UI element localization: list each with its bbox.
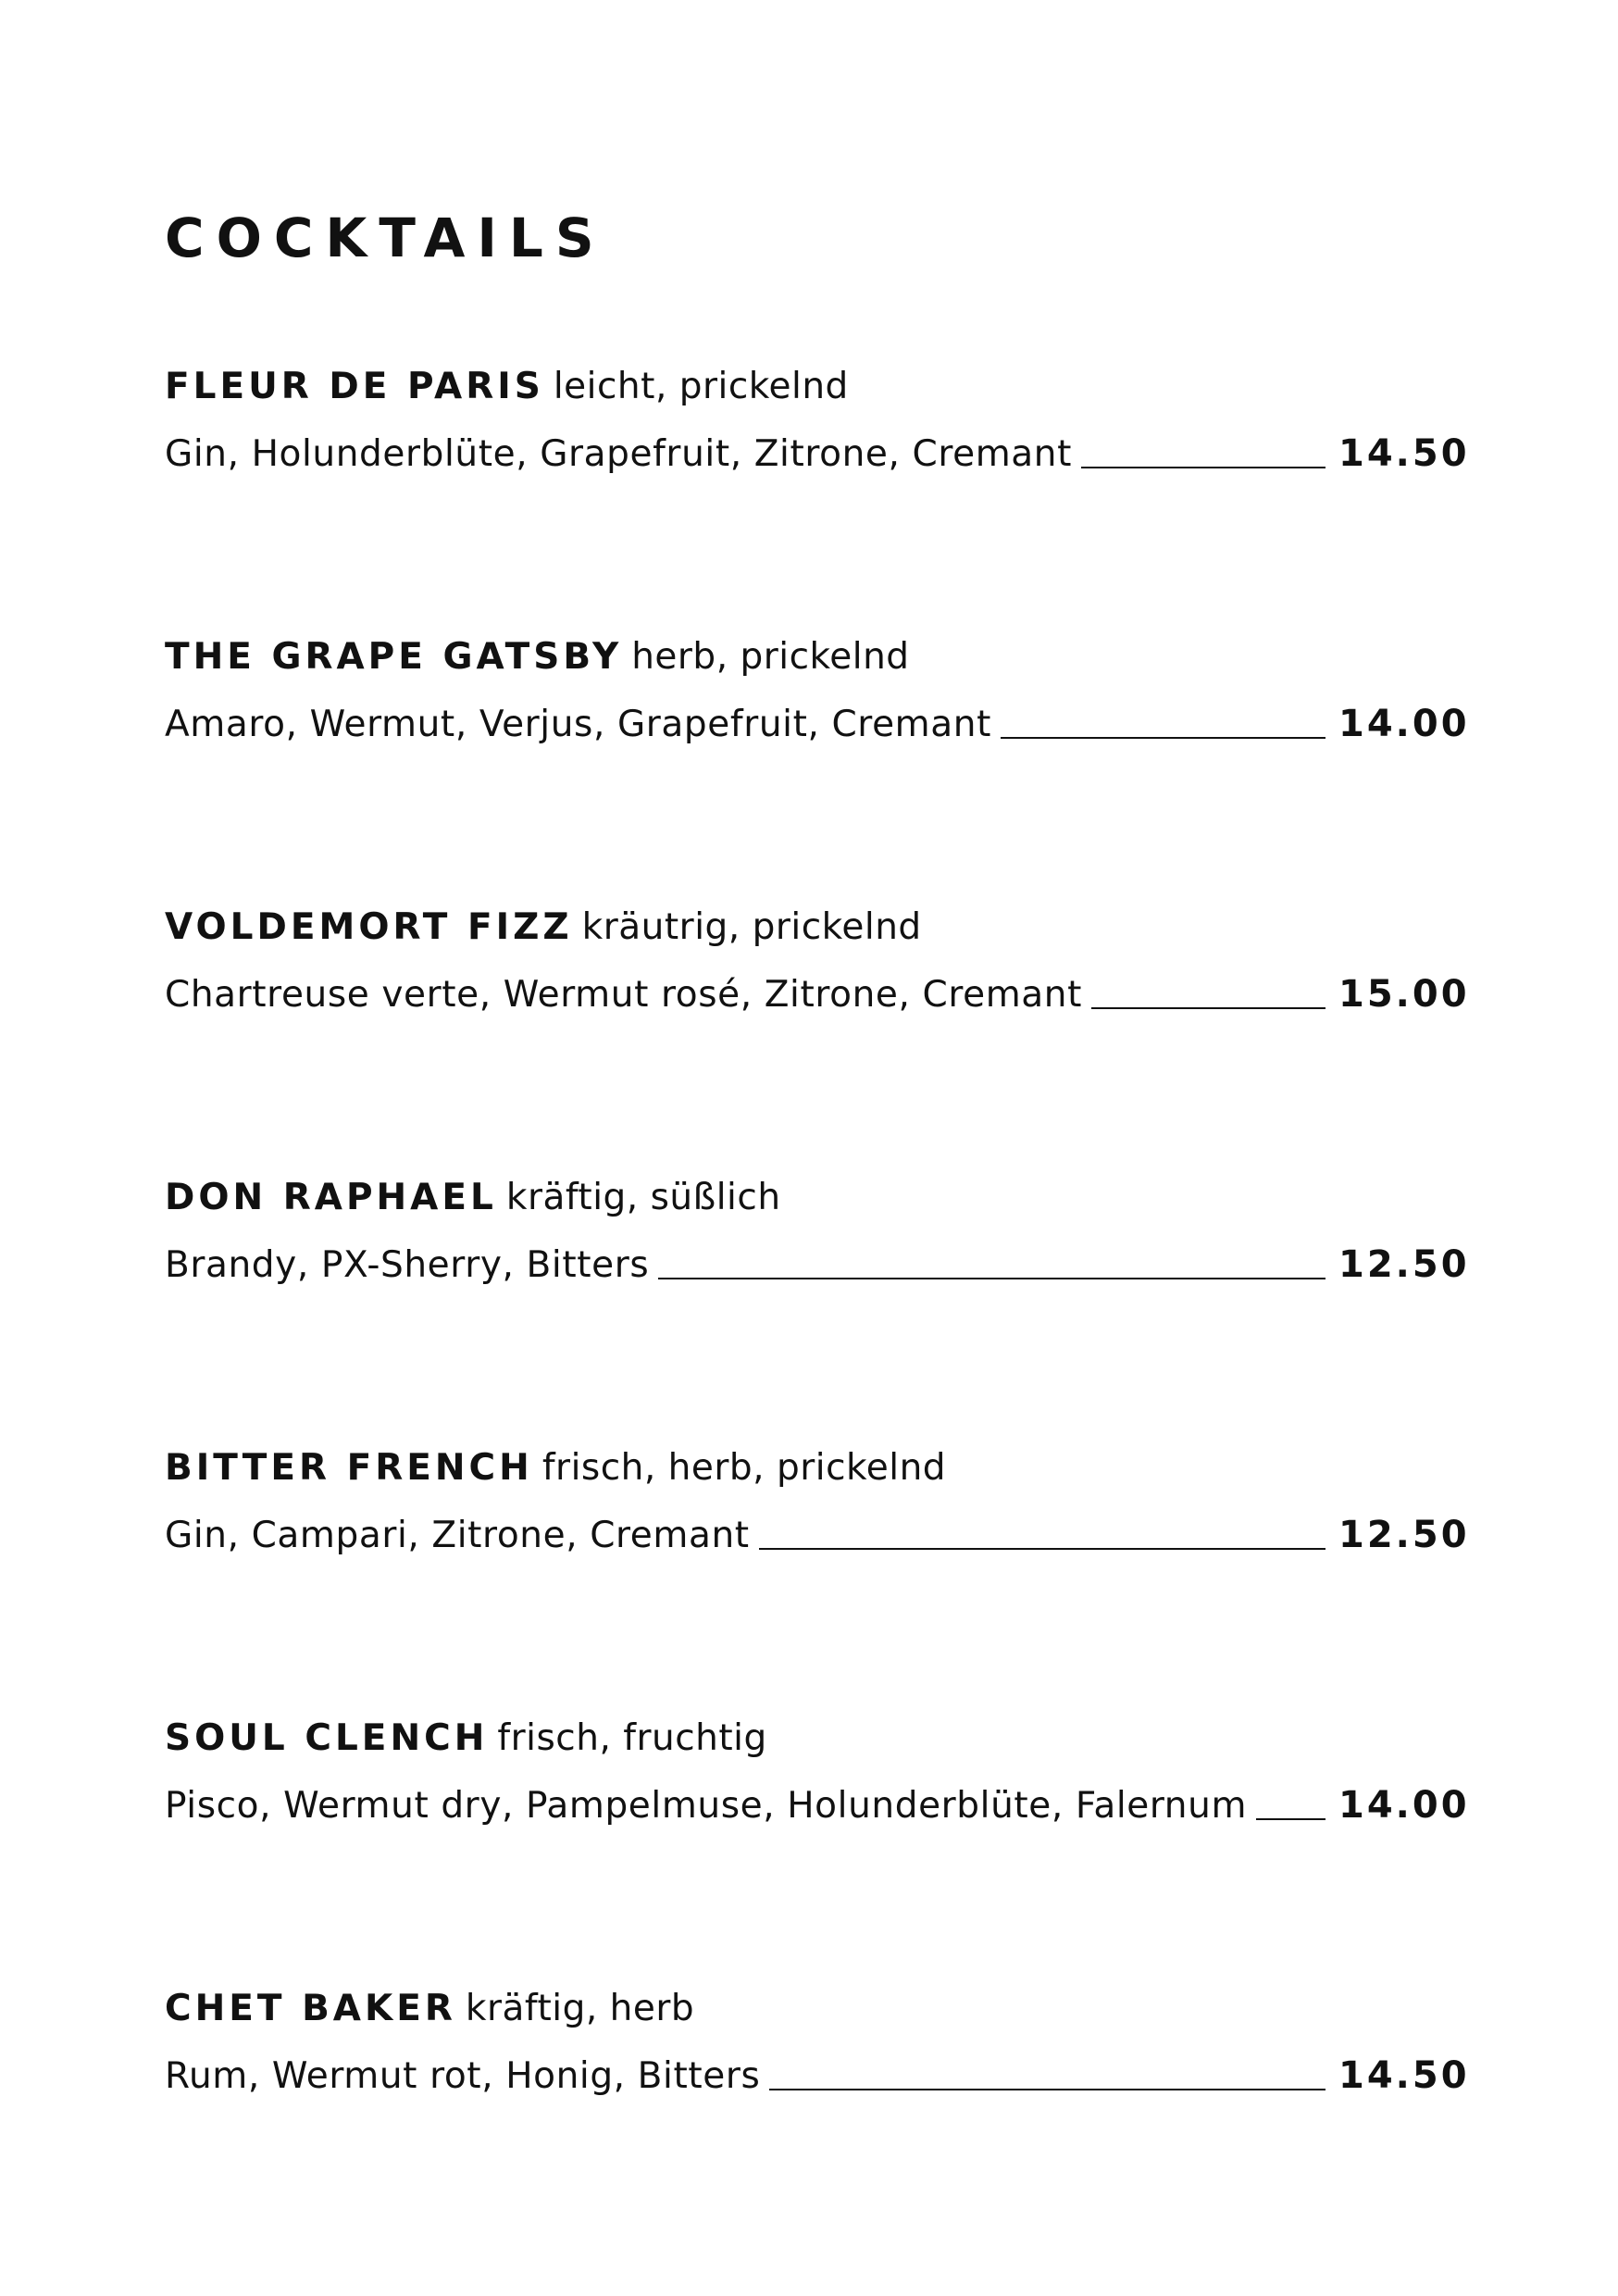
item-ingredients: Brandy, PX-Sherry, Bitters: [165, 1244, 650, 1286]
item-ingredients: Amaro, Wermut, Verjus, Grapefruit, Cremant: [165, 704, 991, 745]
leader-line: [769, 2089, 1326, 2090]
item-price: 14.50: [1338, 2054, 1470, 2097]
leader-line: [1001, 737, 1326, 739]
item-ingredients: Chartreuse verte, Wermut rosé, Zitrone, Cremant: [165, 974, 1083, 1016]
item-name: BITTER FRENCH: [165, 1447, 533, 1489]
item-heading: [165, 1990, 694, 2027]
item-description: frisch, fruchtig: [497, 1717, 767, 1759]
item-ingredients: Pisco, Wermut dry, Pampelmuse, Holunderblüte, Falernum: [165, 1785, 1248, 1827]
leader-line: [759, 1548, 1326, 1550]
menu-item: [165, 1717, 1470, 1850]
item-name: SOUL CLENCH: [165, 1717, 489, 1759]
item-detail-row: [165, 1778, 1470, 1827]
item-name: FLEUR DE PARIS: [165, 366, 544, 407]
item-description: kräutrig, prickelnd: [581, 906, 922, 948]
item-name: CHET BAKER: [165, 1988, 456, 2029]
menu-item: [165, 1988, 1470, 2120]
item-detail-row: [165, 2048, 1470, 2097]
menu-item: [165, 1447, 1470, 1579]
item-detail-row: [165, 1237, 1470, 1286]
item-price: 14.00: [1338, 1784, 1470, 1827]
item-heading: [165, 636, 910, 678]
item-ingredients: Gin, Campari, Zitrone, Cremant: [165, 1515, 750, 1556]
item-description: frisch, herb, prickelnd: [541, 1447, 947, 1489]
item-detail-row: [165, 696, 1470, 745]
item-price: 14.50: [1338, 432, 1470, 475]
item-description: kräftig, herb: [465, 1988, 695, 2029]
item-price: 12.50: [1338, 1514, 1470, 1556]
item-price: 12.50: [1338, 1243, 1470, 1286]
leader-line: [1091, 1007, 1326, 1009]
item-heading: [165, 1179, 781, 1216]
item-heading: [165, 1717, 767, 1759]
menu-item: [165, 636, 1470, 768]
item-heading: [165, 1447, 947, 1489]
menu-item: [165, 1177, 1470, 1309]
item-name: DON RAPHAEL: [165, 1177, 497, 1218]
item-description: leicht, prickelnd: [553, 366, 849, 407]
item-price: 14.00: [1338, 703, 1470, 745]
item-ingredients: Gin, Holunderblüte, Grapefruit, Zitrone, Cremant: [165, 433, 1072, 475]
item-name: VOLDEMORT FIZZ: [165, 906, 573, 948]
leader-line: [1256, 1818, 1326, 1820]
page-title: COCKTAILS: [165, 206, 606, 269]
item-detail-row: [165, 426, 1470, 475]
item-price: 15.00: [1338, 973, 1470, 1016]
item-heading: [165, 906, 922, 948]
leader-line: [1081, 467, 1326, 468]
leader-line: [658, 1278, 1326, 1279]
menu-item: [165, 366, 1470, 498]
item-name: THE GRAPE GATSBY: [165, 636, 623, 678]
item-detail-row: [165, 967, 1470, 1016]
menu-item: [165, 906, 1470, 1039]
item-description: herb, prickelnd: [631, 636, 910, 678]
item-detail-row: [165, 1507, 1470, 1556]
item-heading: [165, 368, 849, 405]
item-description: kräftig, süßlich: [505, 1177, 781, 1218]
item-ingredients: Rum, Wermut rot, Honig, Bitters: [165, 2055, 761, 2097]
